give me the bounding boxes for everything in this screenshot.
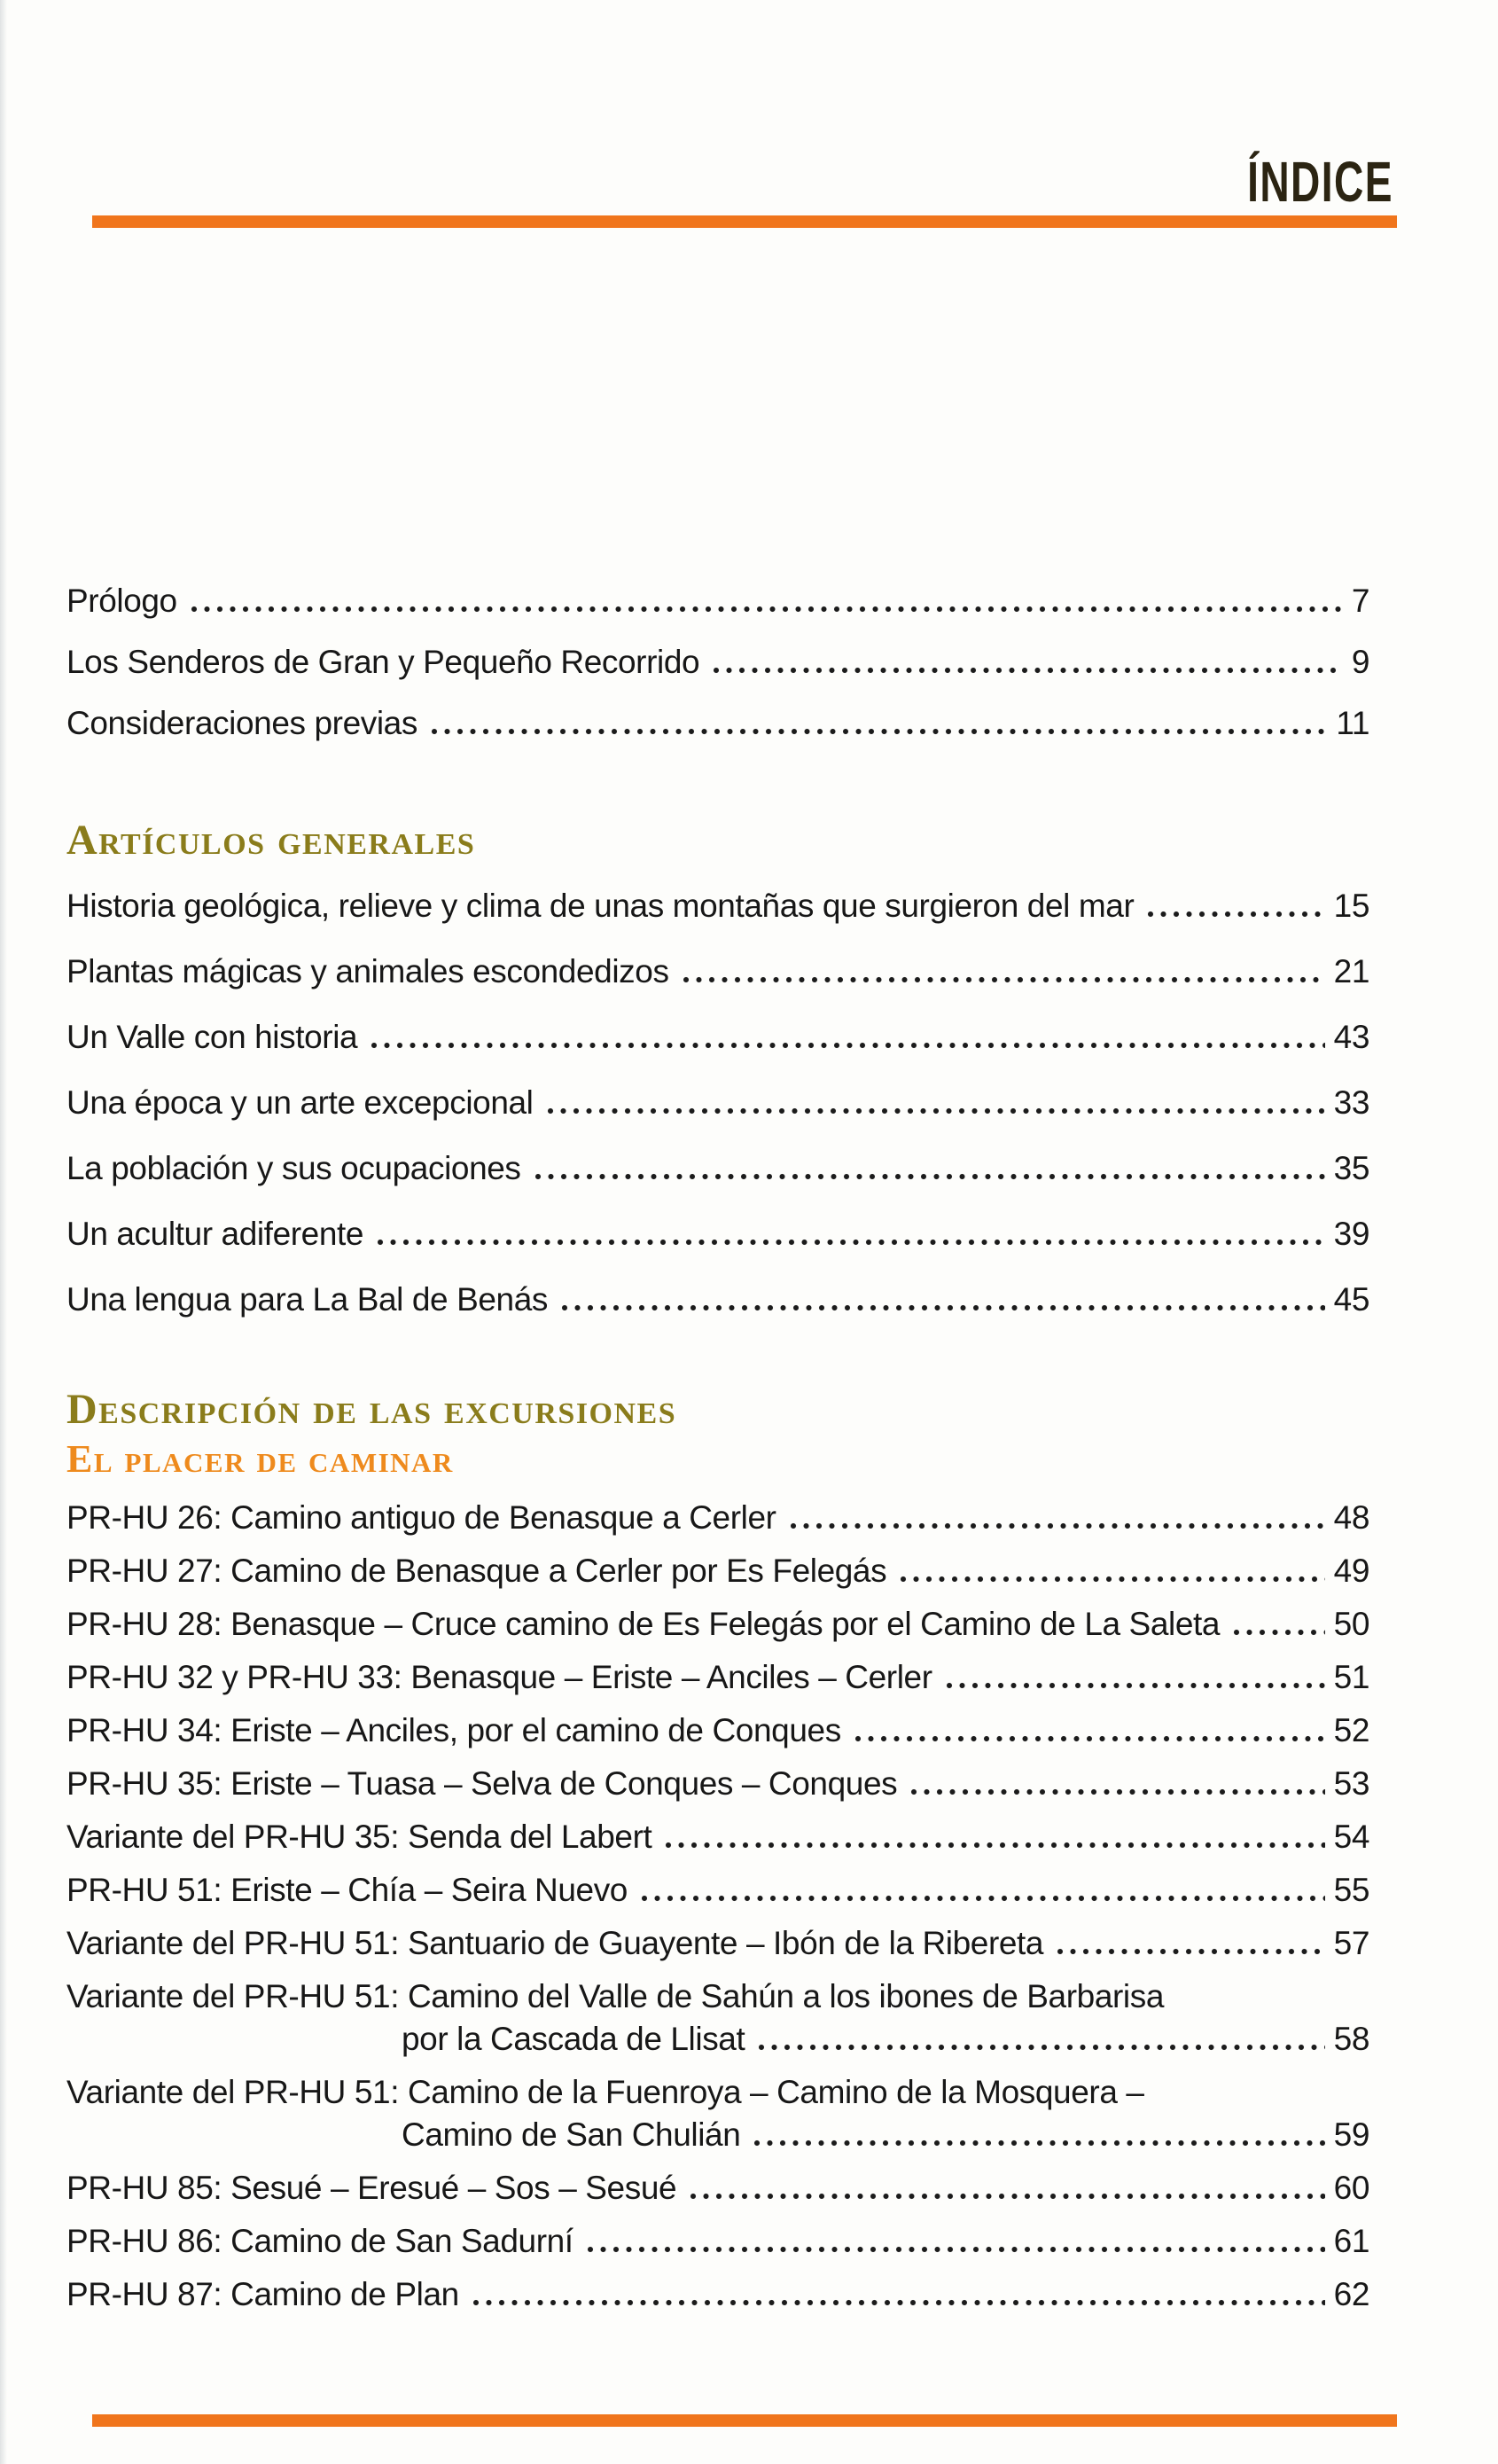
leader-dots — [852, 1735, 1325, 1742]
toc-entry-title: Una lengua para La Bal de Benás — [66, 1281, 549, 1318]
leader-dots — [1144, 911, 1324, 918]
toc-section-articulos-generales — [66, 819, 1369, 1318]
leader-dots — [532, 1173, 1325, 1180]
leader-dots — [558, 1304, 1325, 1311]
leader-dots — [787, 1522, 1325, 1529]
page-number: 21 — [1333, 953, 1369, 990]
page-number: 9 — [1351, 644, 1369, 680]
page-number: 35 — [1333, 1150, 1369, 1186]
toc-entry — [66, 1216, 1369, 1252]
page-number: 15 — [1333, 888, 1369, 924]
leader-dots — [470, 2299, 1325, 2306]
toc-entry — [66, 2224, 1369, 2259]
toc-entry — [66, 2022, 1369, 2057]
toc-entry — [66, 1151, 1369, 1186]
leader-dots — [908, 1788, 1324, 1795]
toc-entry — [66, 2117, 1369, 2153]
page-number: 61 — [1333, 2223, 1369, 2259]
toc-entry-title: Camino de San Chulián — [402, 2116, 741, 2153]
page-number: 49 — [1333, 1553, 1369, 1589]
leader-dots — [943, 1682, 1325, 1689]
page-number: 48 — [1333, 1499, 1369, 1536]
leader-dots — [188, 606, 1343, 613]
page-number: 62 — [1333, 2276, 1369, 2312]
leader-dots — [710, 667, 1343, 674]
leader-dots — [755, 2044, 1324, 2051]
leader-dots — [680, 976, 1325, 983]
toc-entry-title: Un Valle con historia — [66, 1019, 358, 1055]
section-heading: Artículos generales — [66, 817, 476, 864]
toc-entry — [66, 2277, 1369, 2312]
toc-entry-title: Los Senderos de Gran y Pequeño Recorrido — [66, 644, 700, 680]
toc-entry-title: PR-HU 35: Eriste – Tuasa – Selva de Conques – Conques — [66, 1765, 898, 1802]
page-number: 55 — [1333, 1872, 1369, 1908]
toc-entry-title: Variante del PR-HU 51: Santuario de Guayente – Ibón de la Ribereta — [66, 1925, 1044, 1961]
toc-entry — [66, 888, 1369, 924]
top-accent-rule — [92, 215, 1397, 228]
toc-entry-title: Variante del PR-HU 51: Camino de la Fuenroya – Camino de la Mosquera – — [66, 2074, 1144, 2110]
toc-entry-title: La población y sus ocupaciones — [66, 1150, 521, 1186]
toc-entry-title: Consideraciones previas — [66, 705, 417, 741]
page-number: 45 — [1333, 1281, 1369, 1318]
toc-entry — [66, 1553, 1369, 1589]
leader-dots — [584, 2246, 1325, 2253]
leader-dots — [687, 2193, 1324, 2200]
leader-dots — [751, 2139, 1324, 2147]
toc-entry — [66, 1500, 1369, 1536]
toc-entry — [66, 1020, 1369, 1055]
page-number: 50 — [1333, 1606, 1369, 1642]
toc-entry — [66, 1085, 1369, 1121]
toc-entry-title: PR-HU 51: Eriste – Chía – Seira Nuevo — [66, 1872, 628, 1908]
leader-dots — [544, 1107, 1325, 1115]
section-heading: Descripción de las excursiones — [66, 1386, 677, 1433]
leader-dots — [662, 1842, 1324, 1849]
toc-section-intro — [66, 583, 1369, 741]
leader-dots — [374, 1239, 1325, 1246]
toc-entry-title: Plantas mágicas y animales escondedizos — [66, 953, 669, 990]
toc-entry — [66, 1873, 1369, 1908]
toc-entry — [66, 954, 1369, 990]
table-of-contents — [66, 583, 1369, 2330]
toc-section-descripcion-excursiones — [66, 1388, 1369, 2312]
toc-entry-title: Una época y un arte excepcional — [66, 1084, 534, 1121]
toc-entry — [66, 1819, 1369, 1855]
page-number: 43 — [1333, 1019, 1369, 1055]
toc-entry-title: PR-HU 86: Camino de San Sadurní — [66, 2223, 573, 2259]
toc-entry-title: PR-HU 87: Camino de Plan — [66, 2276, 459, 2312]
page-number: 59 — [1333, 2116, 1369, 2153]
page-number: 51 — [1333, 1659, 1369, 1695]
leader-dots — [368, 1042, 1324, 1049]
page-number: 11 — [1336, 705, 1369, 741]
toc-entry — [66, 1766, 1369, 1802]
toc-entry-line — [66, 2075, 1369, 2110]
page-number: 33 — [1333, 1084, 1369, 1121]
toc-entry — [66, 1660, 1369, 1695]
page-number: 60 — [1333, 2170, 1369, 2206]
bottom-accent-rule — [92, 2414, 1397, 2427]
leader-dots — [638, 1895, 1325, 1902]
toc-entry — [66, 645, 1369, 680]
toc-entry — [66, 706, 1369, 741]
toc-entry-title: por la Cascada de Llisat — [402, 2021, 745, 2057]
page-number: 58 — [1333, 2021, 1369, 2057]
leader-dots — [1230, 1629, 1325, 1636]
toc-entry-title: Un acultur adiferente — [66, 1216, 364, 1252]
toc-entry-title: PR-HU 85: Sesué – Eresué – Sos – Sesué — [66, 2170, 677, 2206]
toc-entry — [66, 1282, 1369, 1318]
toc-entry — [66, 1713, 1369, 1748]
page-number: 52 — [1333, 1712, 1369, 1748]
leader-dots — [897, 1576, 1324, 1583]
page-number: 39 — [1333, 1216, 1369, 1252]
toc-entry-line — [66, 1979, 1369, 2014]
page-number: 7 — [1351, 583, 1369, 619]
leader-dots — [1054, 1948, 1325, 1955]
page-number: 57 — [1333, 1925, 1369, 1961]
leader-dots — [428, 728, 1327, 735]
toc-entry-title: PR-HU 26: Camino antiguo de Benasque a Cerler — [66, 1499, 776, 1536]
toc-entry-title: Historia geológica, relieve y clima de unas montañas que surgieron del mar — [66, 888, 1135, 924]
toc-entry-title: Variante del PR-HU 51: Camino del Valle de Sahún a los ibones de Barbarisa — [66, 1978, 1165, 2014]
toc-entry-title: PR-HU 28: Benasque – Cruce camino de Es Felegás por el Camino de La Saleta — [66, 1606, 1221, 1642]
toc-entry-title: PR-HU 32 y PR-HU 33: Benasque – Eriste – Anciles – Cerler — [66, 1659, 932, 1695]
page-title: ÍNDICE — [1247, 150, 1393, 214]
toc-entry — [66, 2171, 1369, 2206]
toc-entry-title: PR-HU 27: Camino de Benasque a Cerler por Es Felegás — [66, 1553, 887, 1589]
toc-entry-title: Prólogo — [66, 583, 177, 619]
toc-entry-title: Variante del PR-HU 35: Senda del Labert — [66, 1819, 652, 1855]
toc-entry — [66, 583, 1369, 619]
toc-entry — [66, 1607, 1369, 1642]
section-heading: El placer de caminar — [66, 1437, 454, 1481]
page-number: 54 — [1333, 1819, 1369, 1855]
toc-entry-title: PR-HU 34: Eriste – Anciles, por el camino de Conques — [66, 1712, 841, 1748]
toc-entry — [66, 1926, 1369, 1961]
page-number: 53 — [1333, 1765, 1369, 1802]
